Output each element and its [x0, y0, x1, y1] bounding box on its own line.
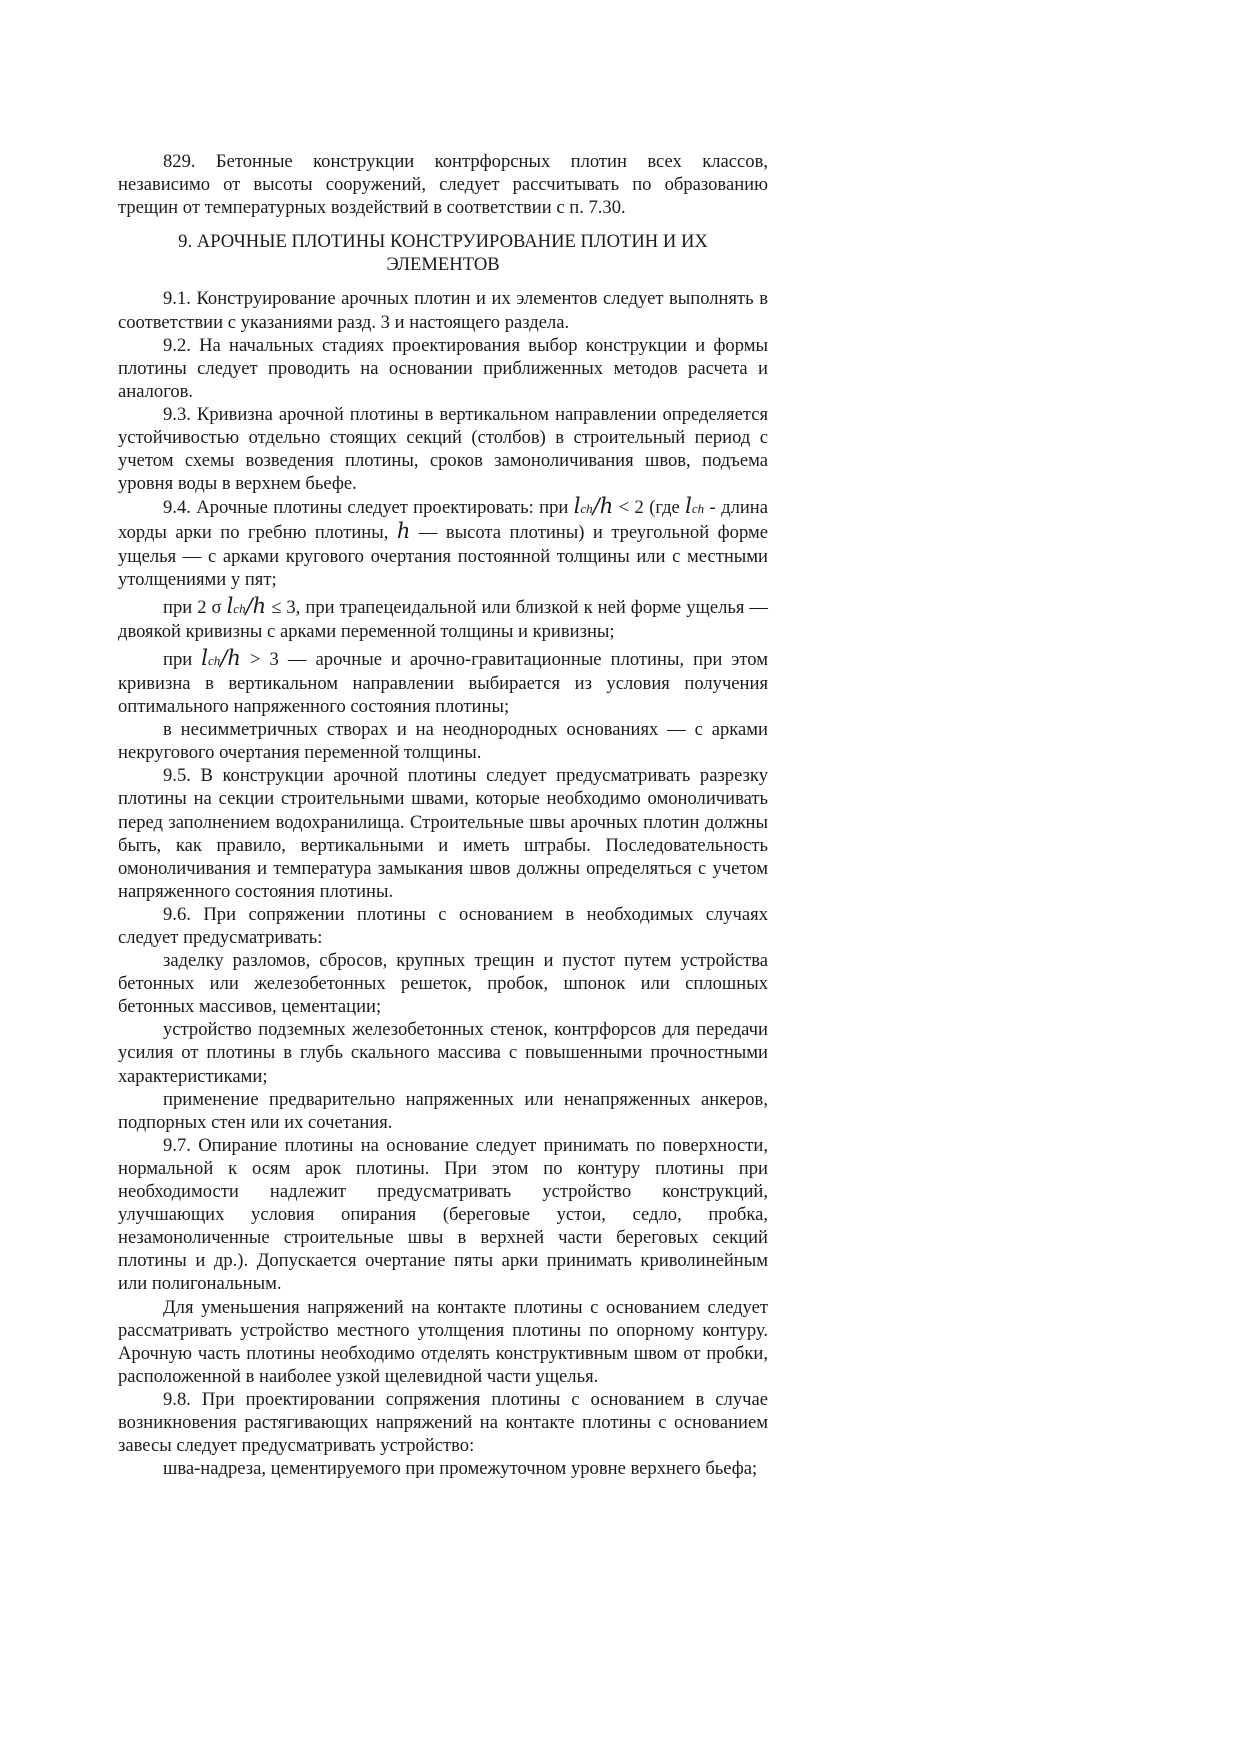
- text-run: < 2 (где: [613, 497, 686, 519]
- paragraph-9-8-a: шва-надреза, цементируемого при промежуточном уровне верхнего бьефа;: [163, 1458, 758, 1480]
- paragraph-9-6-c: применение предварительно напряженных или ненапряженных анкеров, подпорных стен или их сочетания.: [118, 1088, 768, 1133]
- formula-ch: ch: [233, 600, 246, 616]
- paragraph-9-4-asymmetric: в несимметричных створах и на неоднородных основаниях — с арками некругового очертания переменной толщины.: [118, 719, 768, 764]
- text-run: ≤ 3, при трапецеидальной или близкой к ней форме ущелья — двоякой кривизны с арками переменной толщины и кривизны;: [118, 596, 768, 642]
- paragraph-9-3: 9.3. Кривизна арочной плотины в вертикальном направлении определяется устойчивостью отдельно стоящих секций (столбов) в строительный период с учетом схемы возведения плотины, сроков замоноличивания швов, подъема уровня воды в верхнем бьефе.: [118, 403, 768, 495]
- document-page: [118, 150, 768, 1480]
- paragraph-9-7: 9.7. Опирание плотины на основание следует принимать по поверхности, нормальной к осям арок плотины. При этом по контуру плотины при необходимости надлежит предусматривать устройство конструкций, улучшающих условия опирания (береговые устои, седло, пробка, незамоноличенные строительные швы в верхней части береговых секций плотины и др.). Допускается очертание пяты арки принимать криволинейным или полигональным.: [118, 1134, 768, 1295]
- formula-ch: ch: [208, 652, 221, 668]
- paragraph-9-1: 9.1. Конструирование арочных плотин и их элементов следует выполнять в соответствии с указаниями разд. 3 и настоящего раздела.: [118, 288, 768, 333]
- formula-ch: ch: [691, 501, 705, 517]
- paragraph-9-7-b: Для уменьшения напряжений на контакте плотины с основанием следует рассматривать устройство местного утолщения плотины по опорному контуру. Арочную часть плотины необходимо отделять конструктивным швом от пробки, расположенной в наиболее узкой щелевидной части ущелья.: [118, 1296, 768, 1387]
- formula-slash-h: /h: [245, 593, 267, 618]
- paragraph-9-4-wide: [118, 647, 768, 718]
- paragraph-9-4: [118, 495, 768, 590]
- paragraph-9-8: 9.8. При проектировании сопряжения плотины с основанием в случае возникновения растягивающих напряжений на контакте плотины с основанием завесы следует предусматривать устройство:: [118, 1388, 768, 1457]
- section-heading: 9. АРОЧНЫЕ ПЛОТИНЫ КОНСТРУИРОВАНИЕ ПЛОТИН И ИХ ЭЛЕМЕНТОВ: [178, 231, 708, 276]
- formula-l: l: [573, 494, 581, 519]
- formula-slash-h: /h: [592, 494, 614, 519]
- text-run: при: [163, 648, 202, 670]
- formula-slash-h: /h: [220, 645, 241, 670]
- text-run: > 3 — арочные и арочно-гравитационные плотины, при этом кривизна в вертикальном направлении выбирается из условия получения оптимального напряженного состояния плотины;: [118, 648, 768, 718]
- text-run: - длина хорды арки по гребню плотины,: [118, 497, 768, 544]
- paragraph-9-6-a: заделку разломов, сбросов, крупных трещин и пустот путем устройства бетонных или железобетонных решеток, пробок, шпонок или сплошных бетонных массивов, цементации;: [118, 950, 768, 1018]
- paragraph-9-6: 9.6. При сопряжении плотины с основанием в необходимых случаях следует предусматривать:: [118, 903, 768, 948]
- formula-l: l: [685, 494, 692, 519]
- text-run: при 2 σ: [163, 596, 227, 618]
- text-run: — высота плотины) и треугольной форме ущелья — с арками кругового очертания постоянной толщины или с местными утолщениями у пят;: [118, 522, 768, 590]
- text-run: 9.4. Арочные плотины следует проектировать: при: [163, 497, 574, 519]
- paragraph-9-4-trapezoid: [118, 595, 768, 643]
- formula-l: l: [226, 593, 234, 618]
- formula-ch: ch: [580, 501, 593, 517]
- paragraph-9-2: 9.2. На начальных стадиях проектирования выбор конструкции и формы плотины следует проводить на основании приближенных методов расчета и аналогов.: [118, 334, 768, 402]
- paragraph-9-6-b: устройство подземных железобетонных стенок, контрфорсов для передачи усилия от плотины в глубь скального массива с повышенными прочностными характеристиками;: [118, 1019, 768, 1087]
- paragraph-9-5: 9.5. В конструкции арочной плотины следует предусматривать разрезку плотины на секции строительными швами, которые необходимо омоноличивать перед заполнением водохранилища. Строительные швы арочных плотин должны быть, как правило, вертикальными и иметь штрабы. Последовательность омоноличивания и температура замыкания швов должны определяться с учетом напряженного состояния плотины.: [118, 765, 768, 902]
- paragraph-829: 829. Бетонные конструкции контрфорсных плотин всех классов, независимо от высоты сооружений, следует рассчитывать по образованию трещин от температурных воздействий в соответствии с п. 7.30.: [118, 151, 768, 219]
- formula-l: l: [201, 645, 208, 670]
- formula-h: h: [396, 519, 411, 544]
